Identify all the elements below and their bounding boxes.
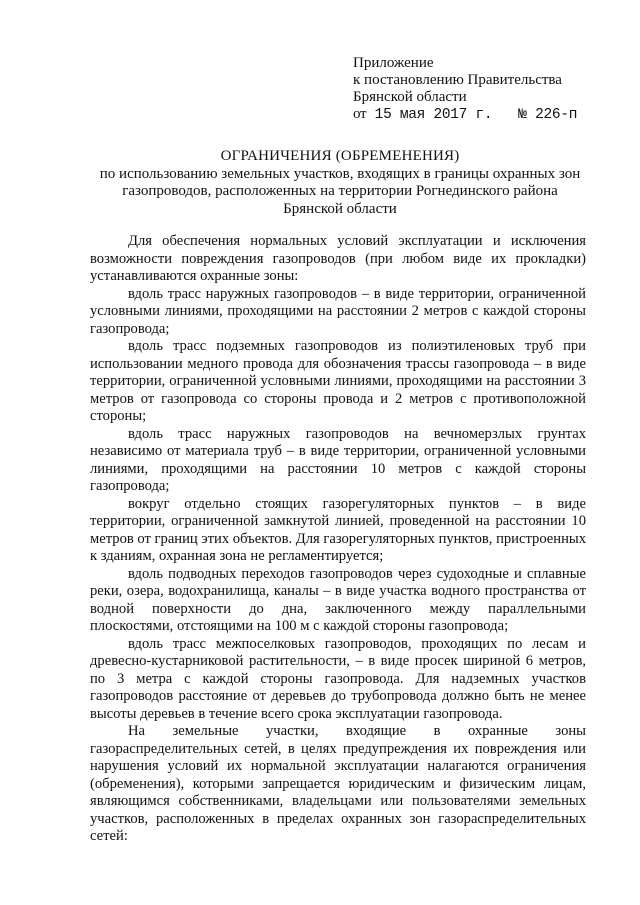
- title-subtitle-line-2: газопроводов, расположенных на территории Рогнединского района: [122, 183, 558, 199]
- title-heading: ОГРАНИЧЕНИЯ (ОБРЕМЕНЕНИЯ): [220, 148, 460, 164]
- appendix-date-line: [353, 106, 577, 124]
- appendix-region-line: Брянской области: [353, 89, 467, 105]
- paragraph-restrictions: На земельные участки, входящие в охранные зоны газораспределительных сетей, в целях предупреждения их повреждения или нарушения условий их нормальной эксплуатации налагаются ограничения (обременения), которыми запрещается юридическим и физическим лицам, являющимся собственниками, владельцами или пользователями земельных участков, расположенных в пределах охранных зон газораспределительных сетей:: [90, 723, 586, 844]
- document-title: [80, 148, 600, 218]
- title-subtitle-line-1: по использованию земельных участков, входящих в границы охранных зон: [99, 165, 581, 182]
- appendix-block: [353, 55, 577, 124]
- paragraph-underwater-crossings: вдоль подводных переходов газопроводов через судоходные и сплавные реки, озера, водохранилища, каналы – в виде участка водного пространства от водной поверхности до дна, заключенного между параллельными плоскостями, отстоящими на 100 м с каждой стороны газопровода;: [90, 565, 586, 634]
- appendix-resolution-line: к постановлению Правительства: [353, 72, 562, 88]
- paragraph-forest-pipelines: вдоль трасс межпоселковых газопроводов, проходящих по лесам и древесно-кустарниковой растительности, – в виде просек шириной 6 метров, по 3 метра с каждой стороны газопровода. Для надземных участков газопроводов расстояние от деревьев до трубопровода должно быть не менее высоты деревьев в течение всего срока эксплуатации газопровода.: [90, 635, 586, 722]
- resolution-number: № 226-п: [518, 107, 578, 123]
- paragraph-regulator-points: вокруг отдельно стоящих газорегуляторных пунктов – в виде территории, ограниченной замкнутой линией, проведенной на расстоянии 10 метров от границ этих объектов. Для газорегуляторных пунктов, пристроенных к зданиям, охранная зона не регламентируется;: [90, 495, 586, 564]
- date-prefix: от: [353, 106, 367, 122]
- paragraph-permafrost-pipelines: вдоль трасс наружных газопроводов на вечномерзлых грунтах независимо от материала труб – в виде территории, ограниченной условными линиями, проходящими на расстоянии 10 метров с каждой стороны газопровода;: [90, 425, 586, 494]
- paragraph-external-pipelines: вдоль трасс наружных газопроводов – в виде территории, ограниченной условными линиями, проходящими на расстоянии 2 метров с каждой стороны газопровода;: [90, 285, 586, 337]
- resolution-date: 15 мая 2017 г.: [374, 107, 493, 123]
- title-subtitle-line-3: Брянской области: [283, 200, 397, 217]
- document-body: [90, 233, 586, 846]
- appendix-label: Приложение: [353, 55, 434, 71]
- paragraph-polyethylene-pipelines: вдоль трасс подземных газопроводов из полиэтиленовых труб при использовании медного провода для обозначения трассы газопровода – в виде территории, ограниченной условными линиями, проходящими на расстоянии 3 метров от газопровода со стороны провода и 2 метров с противоположной стороны;: [90, 338, 586, 424]
- paragraph-intro: Для обеспечения нормальных условий эксплуатации и исключения возможности повреждения газопроводов (при любом виде их прокладки) устанавливаются охранные зоны:: [90, 233, 586, 284]
